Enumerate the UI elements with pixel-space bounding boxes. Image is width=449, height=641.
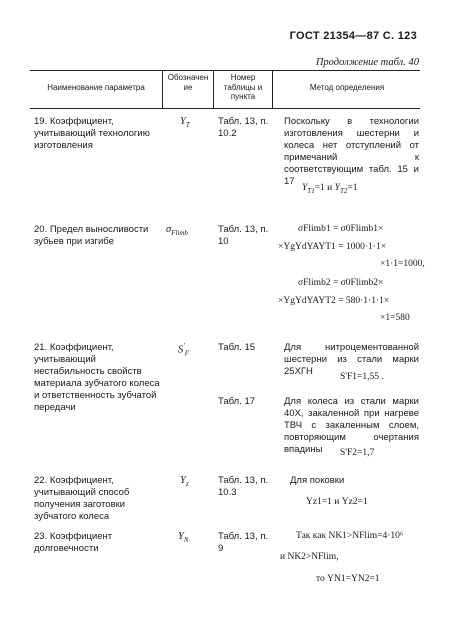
column-header-name: Наименование параметра (47, 83, 145, 92)
row-21-method-text: Для нитроцементованной шестерни из стали марки 25ХГН (284, 342, 419, 377)
row-23-symbol: $Y_N$ (178, 531, 189, 545)
row-22-method-text: Для поковки (290, 475, 345, 486)
row-20-formula-3: ×1·1=1000, (380, 259, 425, 269)
row-23-formula-3: то YN1=YN2=1 (316, 574, 380, 584)
row-20-symbol: $\sigma_{Flimb}$ (166, 224, 188, 238)
column-header-ref: Номер таблицы и пункта (223, 73, 263, 101)
row-23-formula-1: Так как NK1>NFlim=4·10⁶ (296, 531, 404, 541)
row-21-formula: S'F1=1,55 . (340, 372, 384, 382)
column-divider (162, 70, 163, 108)
row-22-symbol: $Y_z$ (180, 475, 189, 489)
row-20-formula-6: ×1=580 (380, 313, 410, 323)
table-header-rule (30, 108, 420, 109)
row-21-name: 21. Коэффициент, учитывающий нестабильность свойств материала зубчатого колеса и ответственность зубчатой передачи (34, 342, 160, 413)
row-20-formula-1: σFlimb1 = σ0Flimb1× (298, 224, 384, 234)
standard-header: ГОСТ 21354—87 С. 123 (289, 30, 417, 42)
row-20-formula-5: ×YgYdYAYT2 = 580·1·1·1× (278, 296, 390, 306)
row-19-method-text: Поскольку в технологии изготовления шестерни и колеса нет отступлений от примечаний к соответствующим табл. 15 и 17 (284, 116, 419, 187)
table-top-rule (30, 70, 420, 71)
column-divider (272, 70, 273, 108)
row-19-symbol: $Y_T$ (180, 116, 190, 130)
row-23-name: 23. Коэффициент долговечности (34, 531, 113, 554)
row-19-ref: Табл. 13, п. 10.2 (218, 116, 269, 139)
row-22-name: 22. Коэффициент, учитывающий способ получения заготовки зубчатого колеса (34, 475, 130, 522)
row-20-ref: Табл. 13, п. 10 (218, 224, 269, 247)
row-20-formula-4: σFlimb2 = σ0Flimb2× (298, 278, 384, 288)
row-21b-method-text: Для колеса из стали марки 40Х, закаленной при нагреве ТВЧ с закаленным слоем, повторяющим очертания впадины (284, 396, 419, 455)
row-19-formula: $Y_{T1}=1$ и $Y_{T2}=1$ (302, 183, 358, 195)
table-continuation: Продолжение табл. 40 (315, 57, 419, 68)
column-header-method: Метод определения (309, 83, 385, 92)
column-header-symbol: Обозначение (167, 73, 209, 92)
row-21b-formula: S'F2=1,7 (340, 448, 375, 458)
row-21-symbol: $S'_F$ (178, 342, 190, 358)
row-20-formula-2: ×YgYdYAYT1 = 1000·1·1× (278, 242, 387, 252)
row-22-ref: Табл. 13, п. 10.3 (218, 475, 269, 498)
row-21b-ref: Табл. 17 (218, 396, 256, 407)
row-22-formula: Yz1=1 и Yz2=1 (306, 497, 368, 507)
column-divider (213, 70, 214, 108)
row-20-name: 20. Предел выносливости зубьев при изгибе (34, 224, 149, 247)
row-23-formula-2: и NK2>NFlim, (280, 552, 339, 562)
row-23-ref: Табл. 13, п. 9 (218, 531, 269, 554)
row-19-name: 19. Коэффициент, учитывающий технологию изготовления (34, 116, 150, 151)
row-21-ref: Табл. 15 (218, 342, 256, 353)
